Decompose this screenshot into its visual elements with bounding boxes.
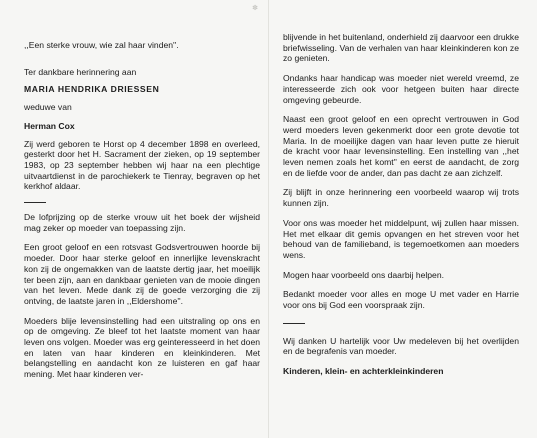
right-paragraph-3: Naast een groot geloof en een oprecht vertrouwen in God werd moeders leven gekenmerkt door een grote devotie tot Maria. In de moeilijke dagen van haar leven putte ze hieruit de kracht voor haar levensinstelling. Een instelling van ,,het leven nemen zoals het komt'' en eerst de aandacht, de zorg en de liefde voor de ander, dan pas dacht ze aan zichzelf. <box>283 114 519 178</box>
intro-text: Ter dankbare herinnering aan <box>24 66 137 77</box>
deceased-name: MARIA HENDRIKA DRIESSEN <box>24 84 160 95</box>
right-paragraph-7: Bedankt moeder voor alles en moge U met vader en Harrie voor ons bij God een voorspraak zijn. <box>283 289 519 311</box>
separator-line <box>283 323 305 324</box>
biography-paragraph: Zij werd geboren te Horst op 4 december 1898 en overleed, gesterkt door het H. Sacrament der zieken, op 19 september 1983, op 23 september hebben wij haar na een plechtige uitvaartdienst in de parochiekerk te Tienray, begraven op het kerkhof aldaar. <box>24 138 260 192</box>
left-column <box>24 0 260 380</box>
fold-line <box>268 0 269 438</box>
right-paragraph-5: Voor ons was moeder het middelpunt, wij zullen haar missen. Het met elkaar dit gemis opvangen en het streven voor het behoud van de familieband, is tegemoetkomen aan moeders wens. <box>283 217 519 260</box>
closing-signature: Kinderen, klein- en achterkleinkinderen <box>283 366 444 377</box>
separator-line <box>24 202 46 203</box>
right-paragraph-4: Zij blijft in onze herinnering een voorbeeld waarop wij trots kunnen zijn. <box>283 187 519 209</box>
right-paragraph-8: Wij danken U hartelijk voor Uw medeleven bij het overlijden en de begrafenis van moeder. <box>283 335 519 357</box>
right-paragraph-2: Ondanks haar handicap was moeder niet wereld vreemd, ze interesseerde zich ook voor hetgeen buiten haar directe omgeving gebeurde. <box>283 73 519 105</box>
left-paragraph-2: Een groot geloof en een rotsvast Godsvertrouwen hoorde bij moeder. Door haar sterke geloof en innerlijke levenskracht kon zij de ongemakken van de laatste dertig jaar, het moeilijk ter been zijn, aan en dankbaar genieten van de mooie dingen van het leven. Mede dank zij de goede verzorging die zij ontving, de laatste jaren in ,,Eldershome''. <box>24 242 260 306</box>
right-paragraph-6: Mogen haar voorbeeld ons daarbij helpen. <box>283 269 445 280</box>
spouse-name: Herman Cox <box>24 120 75 131</box>
right-paragraph-1: blijvende in het buitenland, onderhield zij daarvoor een drukke briefwisseling. Van de verhalen van haar kleinkinderen kon ze zo genieten. <box>283 32 520 64</box>
left-paragraph-1: De lofprijzing op de sterke vrouw uit het boek der wijsheid mag zeker op moeder van toepassing zijn. <box>24 212 260 233</box>
bible-quote: ,,Een sterke vrouw, wie zal haar vinden''. <box>24 40 179 50</box>
right-column <box>283 0 519 377</box>
printer-mark-icon: ✽ <box>252 5 258 12</box>
widow-of-text: weduwe van <box>24 102 72 113</box>
left-paragraph-3: Moeders blije levensinstelling had een uitstraling op ons en op de omgeving. Ze bleef tot het laatste moment van haar leven ons volgen. Moeder was erg geinteresseerd in het doen en laten van haar kinderen en kleinkinderen. Met belangstelling en aandacht kon ze luisteren en gaf haar mening. Met haar kinderen ver- <box>24 315 260 380</box>
